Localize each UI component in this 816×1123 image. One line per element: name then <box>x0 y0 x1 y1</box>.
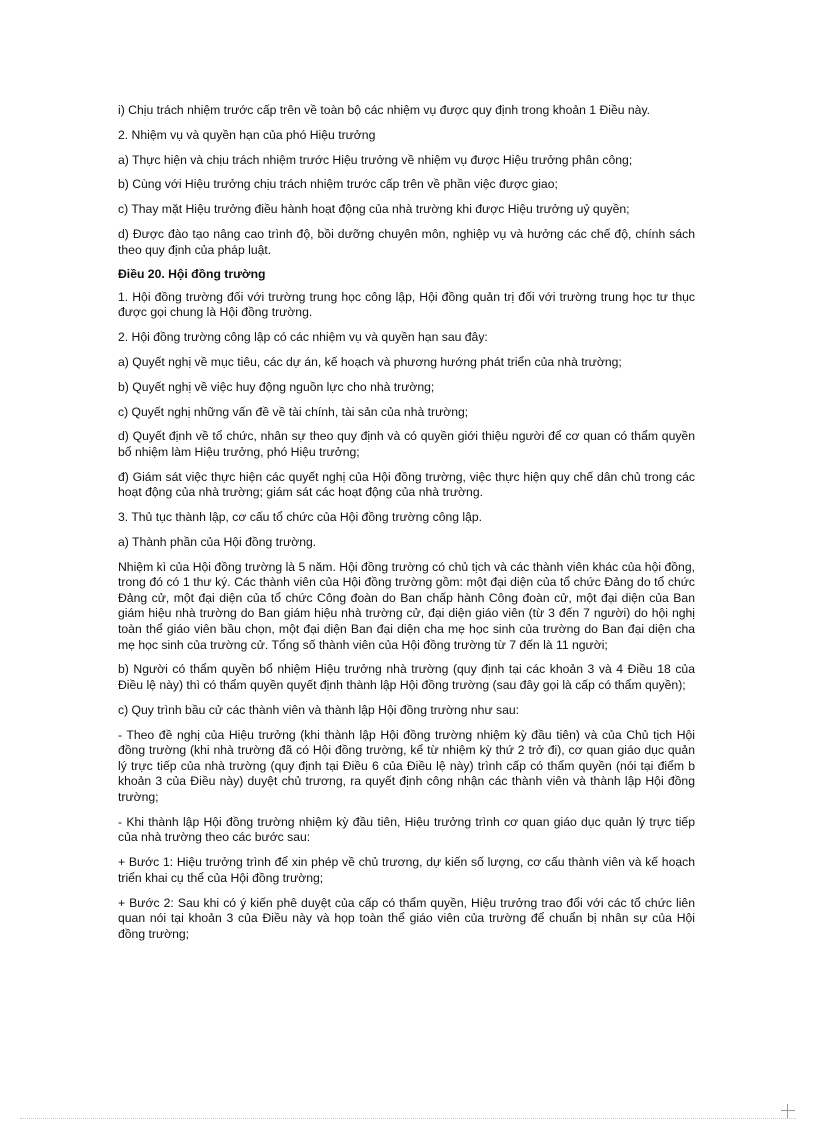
paragraph-vice-duty-a: a) Thực hiện và chịu trách nhiệm trước Hiệu trưởng về nhiệm vụ được Hiệu trưởng phân công; <box>118 152 633 167</box>
paragraph-council-duty-b: b) Quyết nghị về việc huy động nguồn lực cho nhà trường; <box>118 379 435 394</box>
paragraph-principal-responsibility: i) Chịu trách nhiệm trước cấp trên về toàn bộ các nhiệm vụ được quy định trong khoản 1 Điều này. <box>118 103 651 117</box>
paragraph-council-duty-d: d) Quyết định về tổ chức, nhân sự theo quy định và có quyền giới thiệu người để cơ quan có thẩm quyền bổ nhiệm làm Hiệu trưởng, phó Hiệu trưởng; <box>118 429 695 459</box>
paragraph-council-authority: b) Người có thẩm quyền bổ nhiệm Hiệu trưởng nhà trường (quy định tại các khoản 3 và 4 Điều 18 của Điều lệ này) thì có thẩm quyền quyết định thành lập Hội đồng trường (sau đây gọi là cấp có thẩm quyền); <box>118 662 695 693</box>
paragraph-council-term: Nhiệm kì của Hội đồng trường là 5 năm. Hội đồng trường có chủ tịch và các thành viên khác của hội đồng, trong đó có 1 thư ký. Các thành viên của Hội đồng trường gồm: một đại diện của tổ chức Đảng do tổ chức Đảng cử, một đại diện của tổ chức Công đoàn do Ban chấp hành Công đoàn cử, một đại diện của Ban giám hiệu nhà trường do Ban giám hiệu nhà trường cử, đại diện giáo viên (từ 3 đến 7 người) do hội nghị toàn thể giáo viên bầu chọn, một đại diện Ban đại diện cha mẹ học sinh của trường do Ban đại diện cha mẹ học sinh của trường cử. Tổng số thành viên của Hội đồng trường từ 7 đến là 11 người; <box>118 559 695 652</box>
paragraph-step-2: + Bước 2: Sau khi có ý kiến phê duyệt của cấp có thẩm quyền, Hiệu trưởng trao đổi với các tổ chức liên quan nói tại khoản 3 của Điều này và họp toàn thể giáo viên của trường để chuẩn bị nhân sự của Hội đồng trường; <box>118 895 695 941</box>
paragraph-council-procedure-title: 3. Thủ tục thành lập, cơ cấu tổ chức của Hội đồng trường công lập. <box>118 510 483 525</box>
document-body <box>118 103 695 951</box>
paragraph-step-1: + Bước 1: Hiệu trưởng trình để xin phép về chủ trương, dự kiến số lượng, cơ cấu thành viên và kế hoạch triển khai cụ thể của Hội đồng trường; <box>118 855 695 885</box>
paragraph-council-duty-dd: đ) Giám sát việc thực hiện các quyết nghị của Hội đồng trường, việc thực hiện quy chế dân chủ trong các hoạt động của nhà trường; giám sát các hoạt động của nhà trường. <box>118 469 695 500</box>
paragraph-first-term-steps: - Khi thành lập Hội đồng trường nhiệm kỳ đầu tiên, Hiệu trưởng trình cơ quan giáo dục quản lý trực tiếp của nhà trường theo các bước sau: <box>118 814 695 845</box>
paragraph-vice-duty-b: b) Cùng với Hiệu trưởng chịu trách nhiệm trước cấp trên về phần việc được giao; <box>118 177 558 192</box>
crop-mark-icon <box>781 1104 795 1118</box>
paragraph-vice-principal-duties-title: 2. Nhiệm vụ và quyền hạn của phó Hiệu trưởng <box>118 127 376 142</box>
paragraph-council-duty-c: c) Quyết nghị những vấn đề về tài chính, tài sản của nhà trường; <box>118 404 469 419</box>
paragraph-election-process-title: c) Quy trình bầu cử các thành viên và thành lập Hội đồng trường như sau: <box>118 702 520 717</box>
paragraph-council-definition: 1. Hội đồng trường đối với trường trung học công lập, Hội đồng quản trị đối với trường trung học tư thục được gọi chung là Hội đồng trường. <box>118 289 695 320</box>
paragraph-vice-duty-d: d) Được đào tạo nâng cao trình độ, bồi dưỡng chuyên môn, nghiệp vụ và hưởng các chế độ, chính sách theo quy định của pháp luật. <box>118 226 695 257</box>
article-20-heading: Điều 20. Hội đồng trường <box>118 267 266 282</box>
paragraph-council-composition-title: a) Thành phần của Hội đồng trường. <box>118 534 317 549</box>
page-bottom-divider <box>20 1118 796 1119</box>
paragraph-council-duties-title: 2. Hội đồng trường công lập có các nhiệm vụ và quyền hạn sau đây: <box>118 330 488 345</box>
paragraph-vice-duty-c: c) Thay mặt Hiệu trưởng điều hành hoạt động của nhà trường khi được Hiệu trưởng uỷ quyền; <box>118 202 630 217</box>
paragraph-election-proposal: - Theo đề nghị của Hiệu trưởng (khi thành lập Hội đồng trường nhiệm kỳ đầu tiên) và của Chủ tịch Hội đồng trường (khi nhà trường đã có Hội đồng trường, kể từ nhiệm kỳ thứ 2 trở đi), cơ quan giáo dục quản lý trực tiếp của nhà trường (quy định tại Điều 6 của Điều lệ này) trình cấp có thẩm quyền (nói tại điểm b khoản 3 của Điều này) duyệt chủ trương, ra quyết định công nhận các thành viên và thành lập Hội đồng trường; <box>118 727 695 804</box>
paragraph-council-duty-a: a) Quyết nghị về mục tiêu, các dự án, kế hoạch và phương hướng phát triển của nhà trường; <box>118 355 622 370</box>
